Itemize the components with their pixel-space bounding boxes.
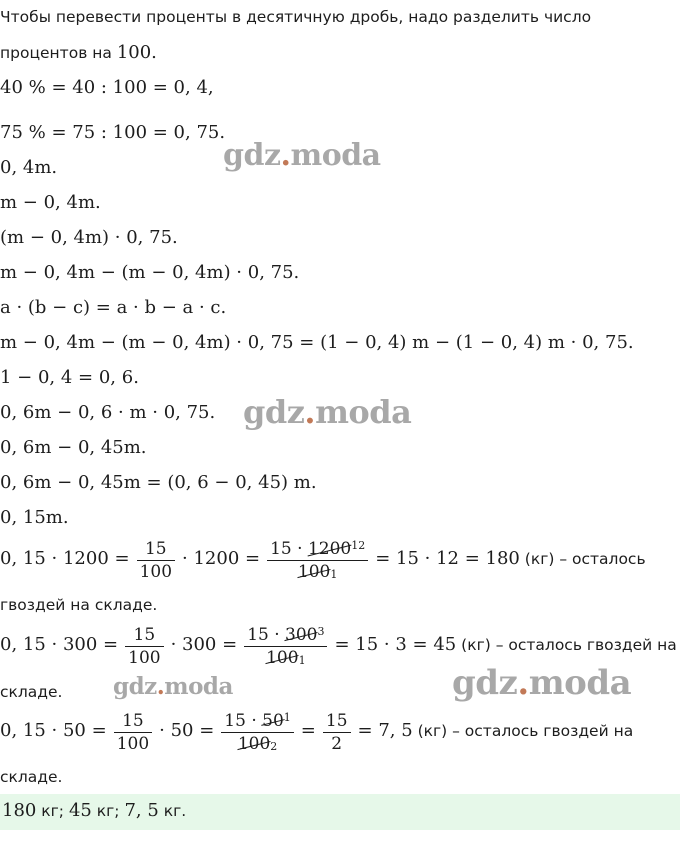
reduced-fraction: $\frac{15 \cdot 1200^{12}}{100_1}$	[267, 538, 368, 583]
reduced-fraction: $\frac{15 \cdot 300^3}{100_1}$	[244, 624, 327, 669]
calculation-2-continuation: складе.	[0, 683, 63, 701]
calc-mid-2: =	[300, 720, 316, 742]
calculation-3-continuation: складе.	[0, 768, 63, 786]
calc-note: (кг) – осталось гвоздей на	[456, 636, 677, 655]
equation-9: 1 − 0, 4 = 0, 6.	[0, 367, 139, 388]
watermark-logo: gdz.moda	[223, 138, 381, 173]
equation-4: m − 0, 4m.	[0, 192, 101, 213]
equation-11: 0, 6m − 0, 45m.	[0, 437, 147, 458]
equation-12: 0, 6m − 0, 45m = (0, 6 − 0, 45) m.	[0, 472, 317, 493]
calc-result: = 15 · 12 = 180	[375, 548, 520, 570]
intro-line-1: Чтобы перевести проценты в десятичную дробь, надо разделить число	[0, 8, 592, 26]
equation-7: a · (b − c) = a · b − a · c.	[0, 297, 227, 318]
fraction: $\frac{15}{100}$	[114, 710, 152, 755]
calculation-3	[0, 710, 633, 755]
equation-13: 0, 15m.	[0, 507, 69, 528]
equation-6: m − 0, 4m − (m − 0, 4m) · 0, 75.	[0, 262, 300, 283]
equation-2: 75 % = 75 : 100 = 0, 75.	[0, 122, 226, 143]
answer-text: 180 кг; 45 кг; 7, 5 кг.	[2, 800, 187, 821]
equation-3: 0, 4m.	[0, 157, 58, 178]
fraction: $\frac{15}{100}$	[125, 624, 163, 669]
calc-result: = 7, 5	[357, 720, 413, 742]
calc-mid: · 300 =	[170, 634, 238, 656]
calc-note: (кг) – осталось	[519, 550, 646, 569]
calc-mid: · 1200 =	[182, 548, 261, 570]
calc-mid: · 50 =	[159, 720, 215, 742]
fraction-result: $\frac{15}{2}$	[323, 710, 351, 755]
watermark-logo: gdz.moda	[113, 673, 233, 700]
equation-8: m − 0, 4m − (m − 0, 4m) · 0, 75 = (1 − 0, 4) m − (1 − 0, 4) m · 0, 75.	[0, 332, 634, 353]
intro-text: процентов на	[0, 44, 117, 62]
equation-10: 0, 6m − 0, 6 · m · 0, 75.	[0, 402, 216, 423]
calculation-1	[0, 538, 646, 583]
fraction: $\frac{15}{100}$	[137, 538, 175, 583]
intro-number: 100.	[116, 42, 157, 63]
calc-result: = 15 · 3 = 45	[334, 634, 457, 656]
calculation-1-continuation: гвоздей на складе.	[0, 596, 158, 614]
answer-box	[0, 794, 680, 830]
calc-lead: 0, 15 · 300 =	[0, 634, 119, 656]
reduced-fraction: $\frac{15 \cdot 50^1}{100_2}$	[221, 710, 293, 755]
watermark-logo: gdz.moda	[243, 393, 412, 431]
calc-lead: 0, 15 · 50 =	[0, 720, 107, 742]
intro-line-2	[0, 42, 157, 63]
watermark-logo: gdz.moda	[452, 663, 632, 703]
calc-lead: 0, 15 · 1200 =	[0, 548, 130, 570]
equation-5: (m − 0, 4m) · 0, 75.	[0, 227, 178, 248]
calc-note: (кг) – осталось гвоздей на	[412, 722, 634, 741]
equation-1: 40 % = 40 : 100 = 0, 4,	[0, 77, 214, 98]
